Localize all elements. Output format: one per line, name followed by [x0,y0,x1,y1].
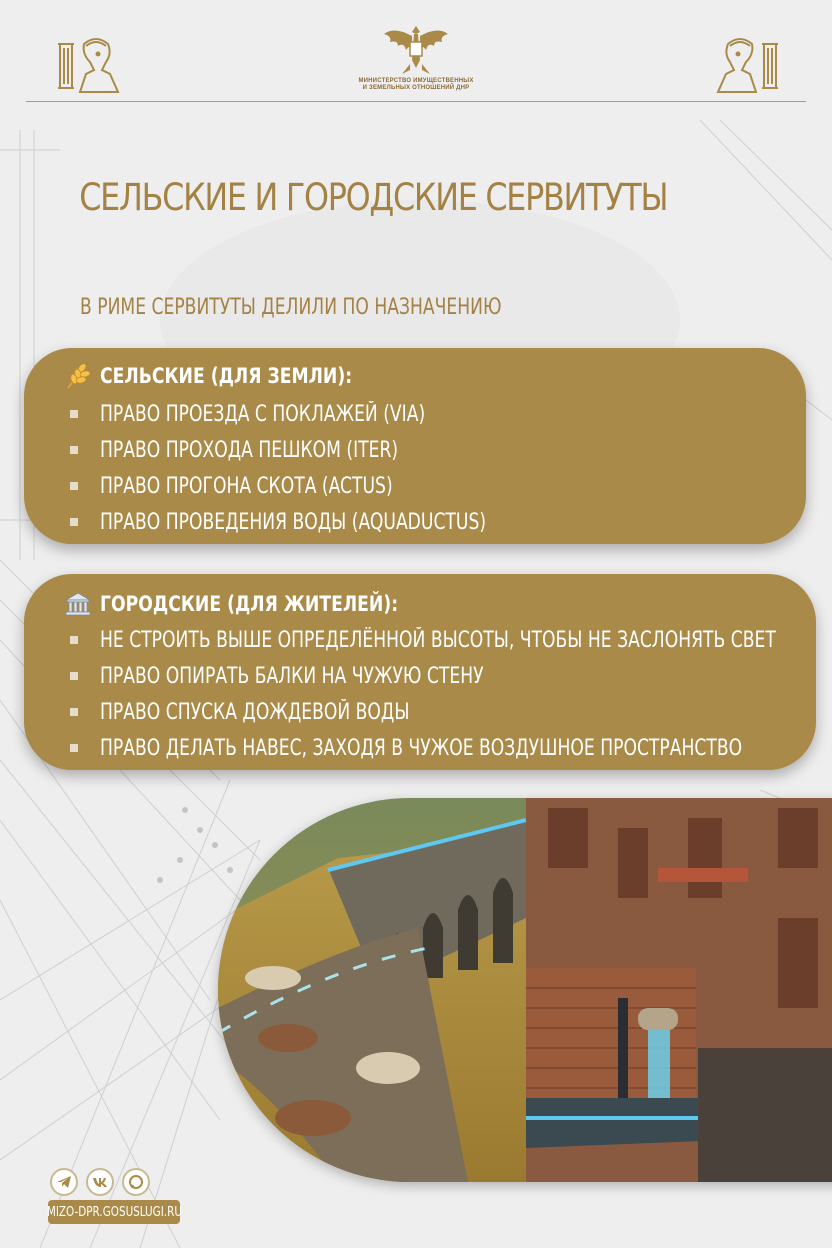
subtitle: В РИМЕ СЕРВИТУТЫ ДЕЛИЛИ ПО НАЗНАЧЕНИЮ [80,295,502,320]
classical-building-icon [64,590,92,618]
servitudes-illustration [218,798,832,1182]
bullet [70,518,78,526]
ministry-line-2: И ЗЕМЕЛЬНЫХ ОТНОШЕНИЙ ДНР [362,85,470,91]
bullet [70,482,78,490]
header-divider [26,101,806,102]
urban-heading [64,590,464,618]
telegram-icon[interactable] [50,1168,78,1196]
vk-icon[interactable] [86,1168,114,1196]
list-item: ПРАВО ПРОЕЗДА С ПОКЛАЖЕЙ (VIA) [70,396,595,432]
bullet [70,708,78,716]
wheat-icon [64,362,92,390]
ministry-name [316,78,516,92]
urban-servitudes-panel [24,574,816,770]
bullet [70,636,78,644]
urban-list [70,622,832,766]
list-item: ПРАВО СПУСКА ДОЖДЕВОЙ ВОДЫ [70,694,832,730]
social-links [50,1168,150,1196]
page-title: СЕЛЬСКИЕ И ГОРОДСКИЕ СЕРВИТУТЫ [79,176,668,219]
list-item: ПРАВО ПРОВЕДЕНИЯ ВОДЫ (AQUADUCTUS) [70,504,595,540]
bullet [70,672,78,680]
eagle-emblem-icon [380,20,452,76]
bullet [70,446,78,454]
list-item: ПРАВО ДЕЛАТЬ НАВЕС, ЗАХОДЯ В ЧУЖОЕ ВОЗДУШНОЕ ПРОСТРАНСТВО [70,730,832,766]
rural-heading-text: СЕЛЬСКИЕ (ДЛЯ ЗЕМЛИ): [100,364,353,388]
list-item: ПРАВО ОПИРАТЬ БАЛКИ НА ЧУЖУЮ СТЕНУ [70,658,832,694]
roman-bust-right-icon [714,30,778,96]
website-text[interactable]: MIZO-DPR.GOSUSLUGI.RU [46,1204,182,1220]
website-link[interactable] [48,1200,180,1224]
urban-heading-text: ГОРОДСКИЕ (ДЛЯ ЖИТЕЛЕЙ): [100,592,399,616]
rural-servitudes-panel [24,348,806,544]
roman-bust-left-icon [58,30,122,96]
list-item: НЕ СТРОИТЬ ВЫШЕ ОПРЕДЕЛЁННОЙ ВЫСОТЫ, ЧТОБЫ НЕ ЗАСЛОНЯТЬ СВЕТ [70,622,832,658]
list-item: ПРАВО ПРОХОДА ПЕШКОМ (ITER) [70,432,595,468]
max-icon[interactable] [122,1168,150,1196]
illustration-art [218,798,832,1182]
bullet [70,410,78,418]
header [0,0,832,110]
list-item: ПРАВО ПРОГОНА СКОТА (ACTUS) [70,468,595,504]
rural-list [70,396,595,540]
ministry-line-1: МИНИСТЕРСТВО ИМУЩЕСТВЕННЫХ [358,78,474,84]
rural-heading [64,362,407,390]
bullet [70,744,78,752]
